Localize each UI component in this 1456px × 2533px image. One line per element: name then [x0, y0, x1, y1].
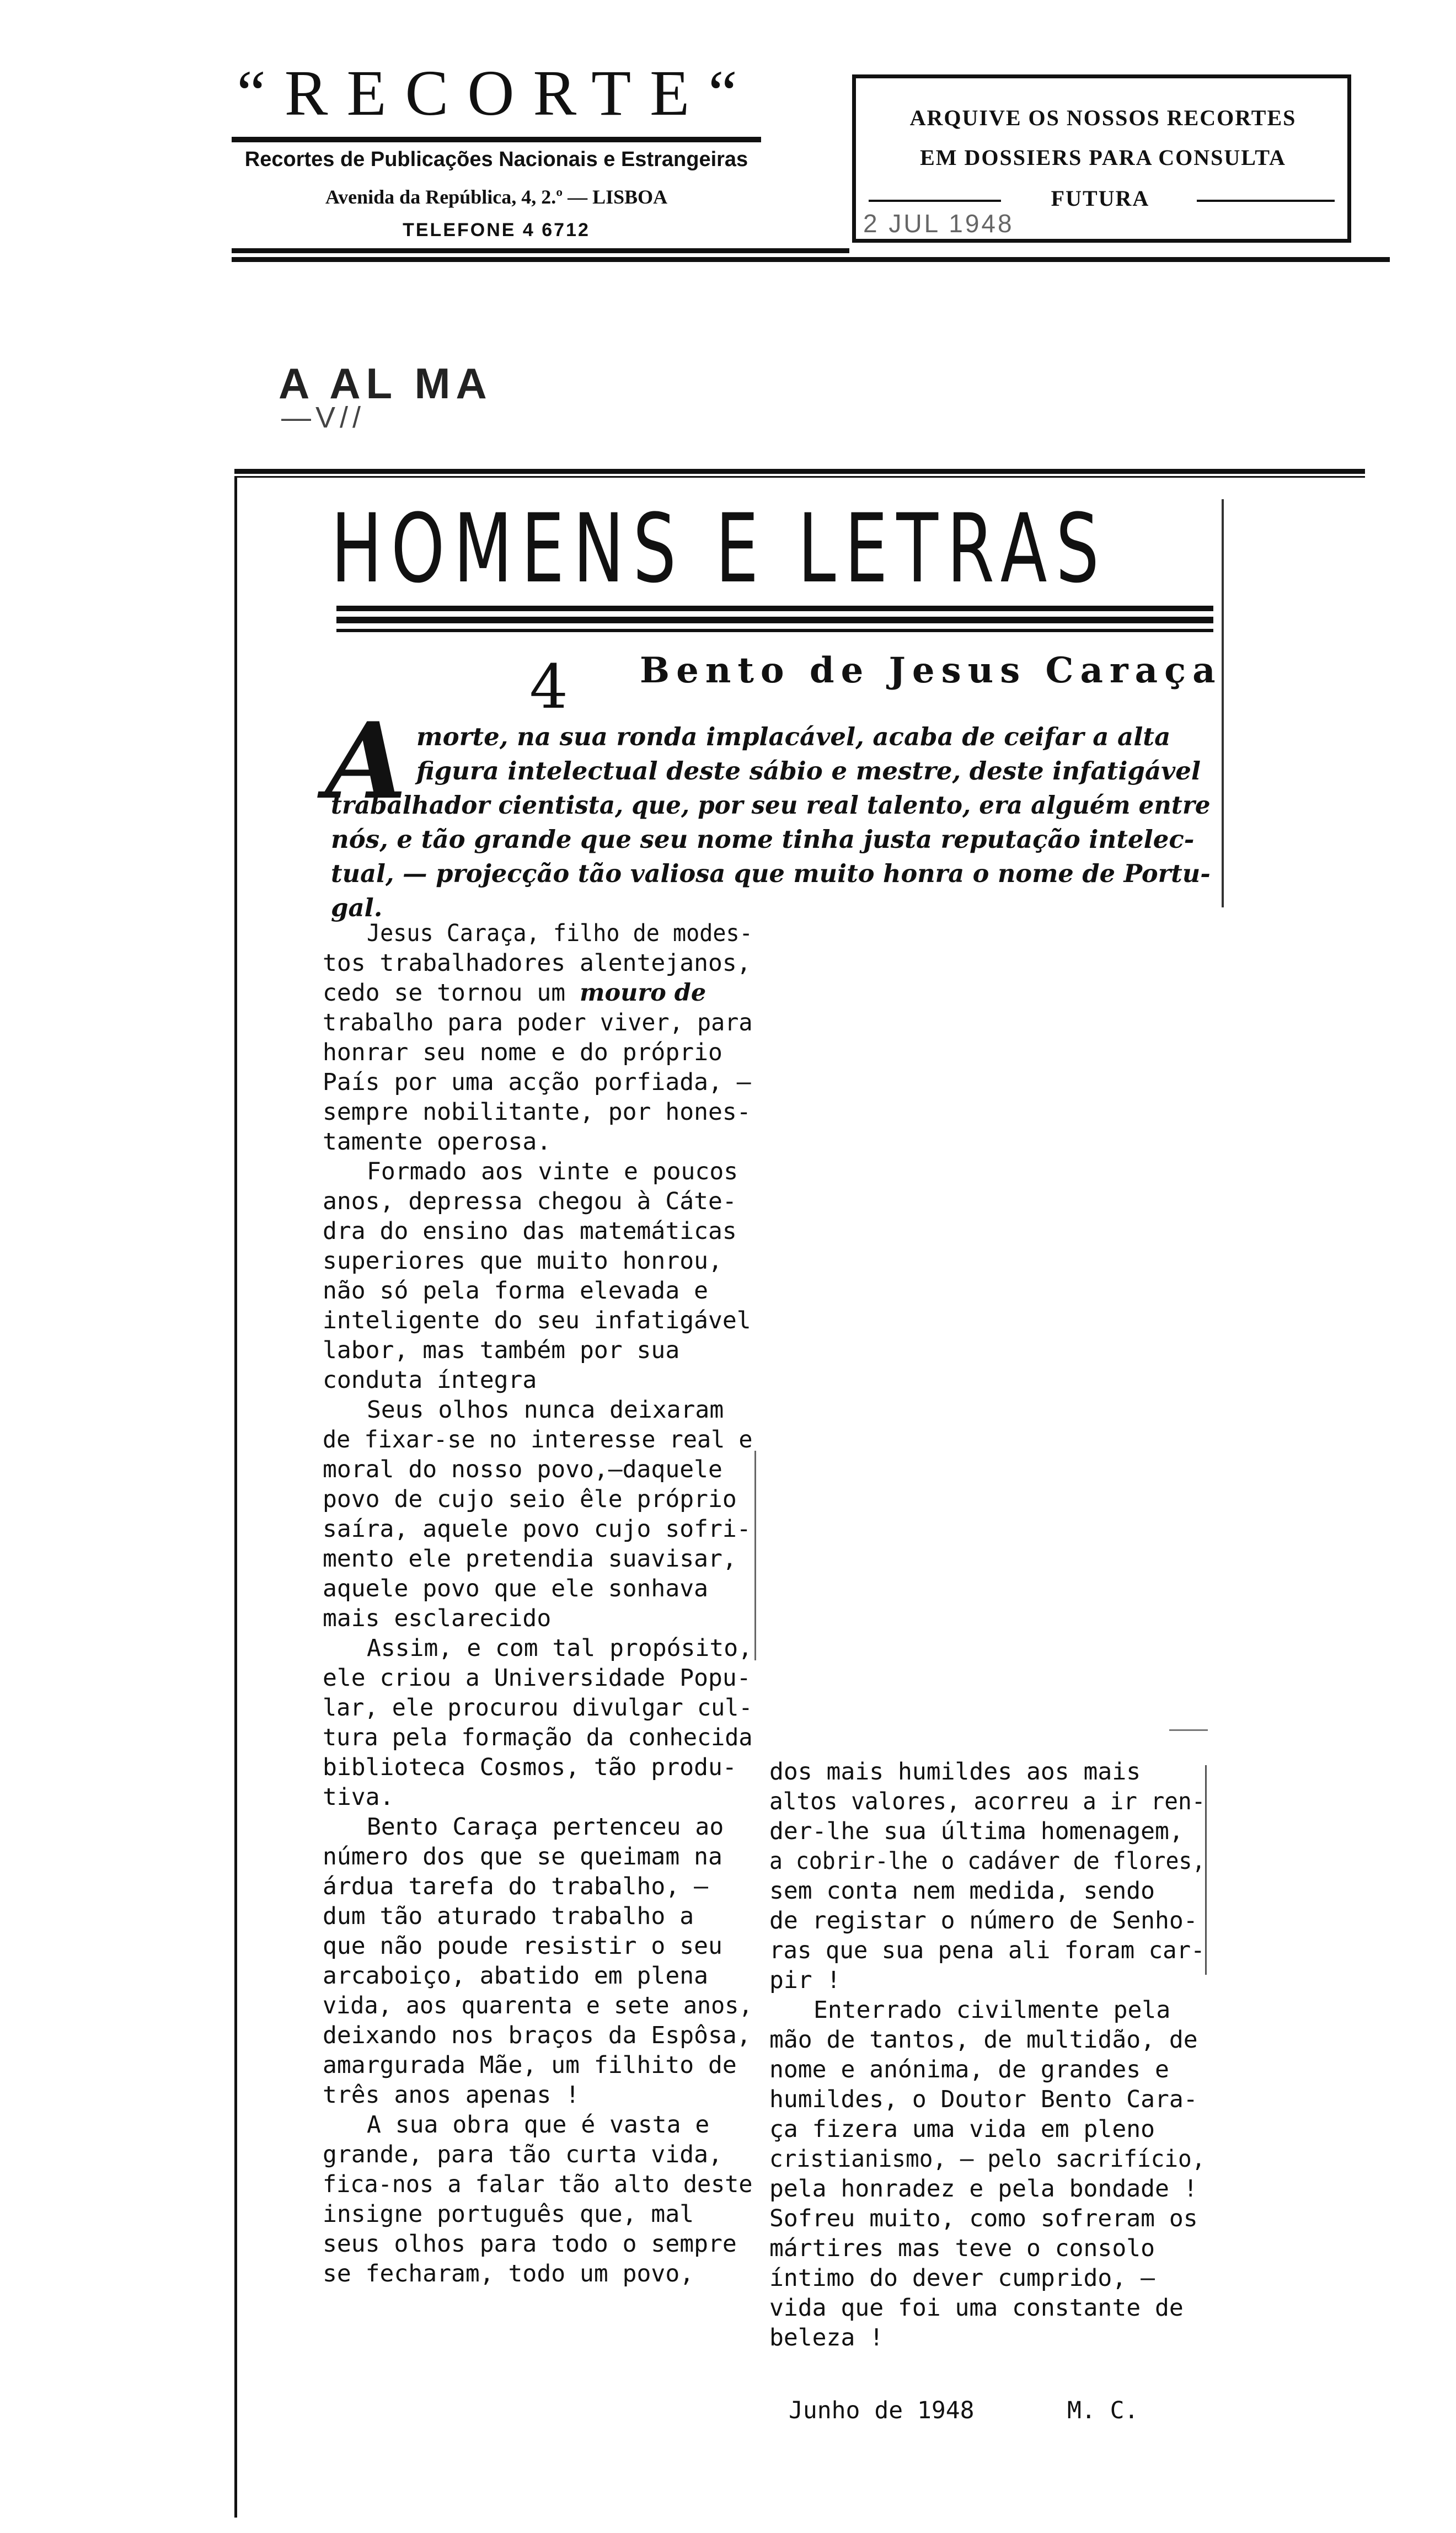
column-line: pir ! [769, 1966, 841, 1994]
column-line: amargurada Mãe, um filhito de [323, 2051, 737, 2079]
lead-line: morte, na sua ronda implacável, acaba de ceifar a alta [416, 722, 1171, 751]
column-line: honrar seu nome e do próprio [323, 1039, 722, 1066]
column-line: Sofreu muito, como sofreram os [769, 2205, 1198, 2232]
column-edge-mark [1169, 1729, 1208, 1731]
column-line: superiores que muito honrou, [323, 1247, 722, 1275]
article-byline: Bento de Jesus Caraça [640, 650, 1222, 691]
column-line: grande, para tão curta vida, [323, 2141, 722, 2168]
clipping-service-telephone: TELEFONE 4 6712 [403, 220, 590, 241]
archive-note-line-2: EM DOSSIERS PARA CONSULTA [920, 145, 1286, 170]
column-line: tos trabalhadores alentejanos, [323, 949, 751, 977]
column-line: biblioteca Cosmos, tão produ- [323, 1754, 737, 1781]
handwritten-mark: 4 [529, 651, 568, 722]
column-line: sempre nobilitante, por hones- [323, 1098, 751, 1126]
column-line: anos, depressa chegou à Cáte- [323, 1188, 737, 1215]
column-line-text: cedo se tornou um [323, 979, 580, 1007]
article-frame-left [234, 477, 237, 2518]
column-line: ele criou a Universidade Popu- [323, 1664, 751, 1692]
section-title: HOMENS E LETRAS [331, 493, 1108, 604]
column-line: a cobrir-lhe o cadáver de flores, [769, 1847, 1206, 1875]
lead-line: trabalhador cientista, que, por seu real talento, era alguém entre [331, 790, 1211, 820]
column-line: trabalho para poder viver, para [323, 1009, 753, 1036]
title-bar [336, 617, 1213, 623]
column-line: Formado aos vinte e poucos [367, 1158, 738, 1185]
column-edge-mark [1205, 1765, 1207, 1975]
column-line: Assim, e com tal propósito, [367, 1634, 752, 1662]
article-signature: M. C. [1067, 2397, 1139, 2424]
article-frame-top [234, 469, 1365, 474]
column-line: País por uma acção porfiada, — [323, 1068, 751, 1096]
column-line: arcaboiço, abatido em plena [323, 1962, 708, 1990]
title-bar [336, 629, 1213, 632]
archive-note-rule [1197, 200, 1335, 202]
column-line: conduta íntegra [323, 1366, 537, 1394]
column-line: Bento Caraça pertenceu ao [367, 1813, 724, 1841]
archive-note-rule [869, 200, 1001, 202]
column-line: inteligente do seu infatigável [323, 1307, 751, 1334]
lead-line: gal. [331, 893, 383, 922]
column-line: povo de cujo seio êle próprio [323, 1485, 737, 1513]
column-line: se fecharam, todo um povo, [323, 2260, 694, 2288]
column-line: seus olhos para todo o sempre [323, 2230, 737, 2258]
column-line: tura pela formação da conhecida [323, 1724, 753, 1751]
header-rule [232, 248, 849, 253]
column-line: A sua obra que é vasta e [367, 2111, 710, 2139]
column-line: altos valores, acorreu a ir ren- [769, 1788, 1206, 1815]
clipping-service-subtitle: Recortes de Publicações Nacionais e Estrangeiras [244, 148, 748, 171]
title-bar [336, 606, 1213, 611]
column-line: der-lhe sua última homenagem, [769, 1818, 1184, 1845]
column-line: número dos que se queimam na [323, 1843, 722, 1871]
clipping-service-name: “RECORTE“ [237, 57, 756, 129]
italic-phrase: mouro de [580, 979, 706, 1007]
lead-line: nós, e tão grande que seu nome tinha justa reputação intelec- [331, 825, 1195, 854]
column-line: não só pela forma elevada e [323, 1277, 708, 1305]
header-rule [232, 257, 1390, 262]
column-line: três anos apenas ! [323, 2081, 580, 2109]
column-line: mais esclarecido [323, 1605, 552, 1632]
archive-note-line-1: ARQUIVE OS NOSSOS RECORTES [909, 105, 1297, 130]
column-line: lar, ele procurou divulgar cul- [323, 1694, 753, 1722]
column-line: íntimo do dever cumprido, — [769, 2264, 1155, 2292]
column-line: Enterrado civilmente pela [813, 1996, 1171, 2024]
column-line: insigne português que, mal [323, 2200, 694, 2228]
column-line: Seus olhos nunca deixaram [367, 1396, 724, 1424]
column-line: vida, aos quarenta e sete anos, [323, 1992, 753, 2019]
date-stamp: 2 JUL 1948 [863, 209, 1014, 238]
source-stamp-sub: —V// [281, 401, 366, 434]
lead-line: tual, — projecção tão valiosa que muito honra o nome de Portu- [331, 859, 1211, 888]
column-line: pela honradez e pela bondade ! [769, 2175, 1198, 2203]
article-frame-top [234, 476, 1365, 478]
column-line: dra do ensino das matemáticas [323, 1217, 737, 1245]
column-line: humildes, o Doutor Bento Cara- [769, 2086, 1198, 2113]
header-rule [232, 137, 761, 142]
column-line: fica-nos a falar tão alto deste [323, 2171, 753, 2198]
column-line: dum tão aturado trabalho a [323, 1903, 694, 1930]
column-edge-mark [754, 1451, 756, 1660]
lead-line: figura intelectual deste sábio e mestre, deste infatigável [416, 756, 1201, 785]
archive-note-line-3: FUTURA [1051, 186, 1150, 211]
clipping-service-address: Avenida da República, 4, 2.º — LISBOA [325, 186, 668, 208]
column-line: beleza ! [769, 2324, 884, 2352]
column-line: saíra, aquele povo cujo sofri- [323, 1515, 751, 1543]
column-line: nome e anónima, de grandes e [769, 2056, 1169, 2083]
column-line: árdua tarefa do trabalho, — [323, 1873, 708, 1900]
column-line: cristianismo, — pelo sacrifício, [769, 2145, 1206, 2173]
column-line: vida que foi uma constante de [769, 2294, 1184, 2322]
column-line: ça fizera uma vida em pleno [769, 2115, 1155, 2143]
column-line: de fixar-se no interesse real e [323, 1426, 753, 1453]
column-line: tamente operosa. [323, 1128, 552, 1156]
column-line: aquele povo que ele sonhava [323, 1575, 708, 1602]
column-line: tiva. [323, 1783, 394, 1811]
column-line [323, 978, 706, 1008]
column-line: de registar o número de Senho- [769, 1907, 1198, 1935]
source-stamp: A AL MA [279, 359, 493, 408]
lead-dropcap: A [325, 699, 407, 822]
article-date: Junho de 1948 [789, 2397, 975, 2424]
article-frame-right [1222, 499, 1224, 907]
column-line: sem conta nem medida, sendo [769, 1877, 1155, 1905]
column-line: mártires mas teve o consolo [769, 2235, 1155, 2262]
column-line: Jesus Caraça, filho de modes- [367, 920, 753, 947]
column-line: moral do nosso povo,—daquele [323, 1456, 722, 1483]
column-line: deixando nos braços da Espôsa, [323, 2022, 751, 2049]
column-line: mão de tantos, de multidão, de [769, 2026, 1198, 2054]
column-line: labor, mas também por sua [323, 1337, 680, 1364]
column-line: ras que sua pena ali foram car- [769, 1937, 1205, 1964]
column-line: dos mais humildes aos mais [769, 1758, 1141, 1786]
column-line: que não poude resistir o seu [323, 1932, 722, 1960]
column-line: mento ele pretendia suavisar, [323, 1545, 737, 1573]
